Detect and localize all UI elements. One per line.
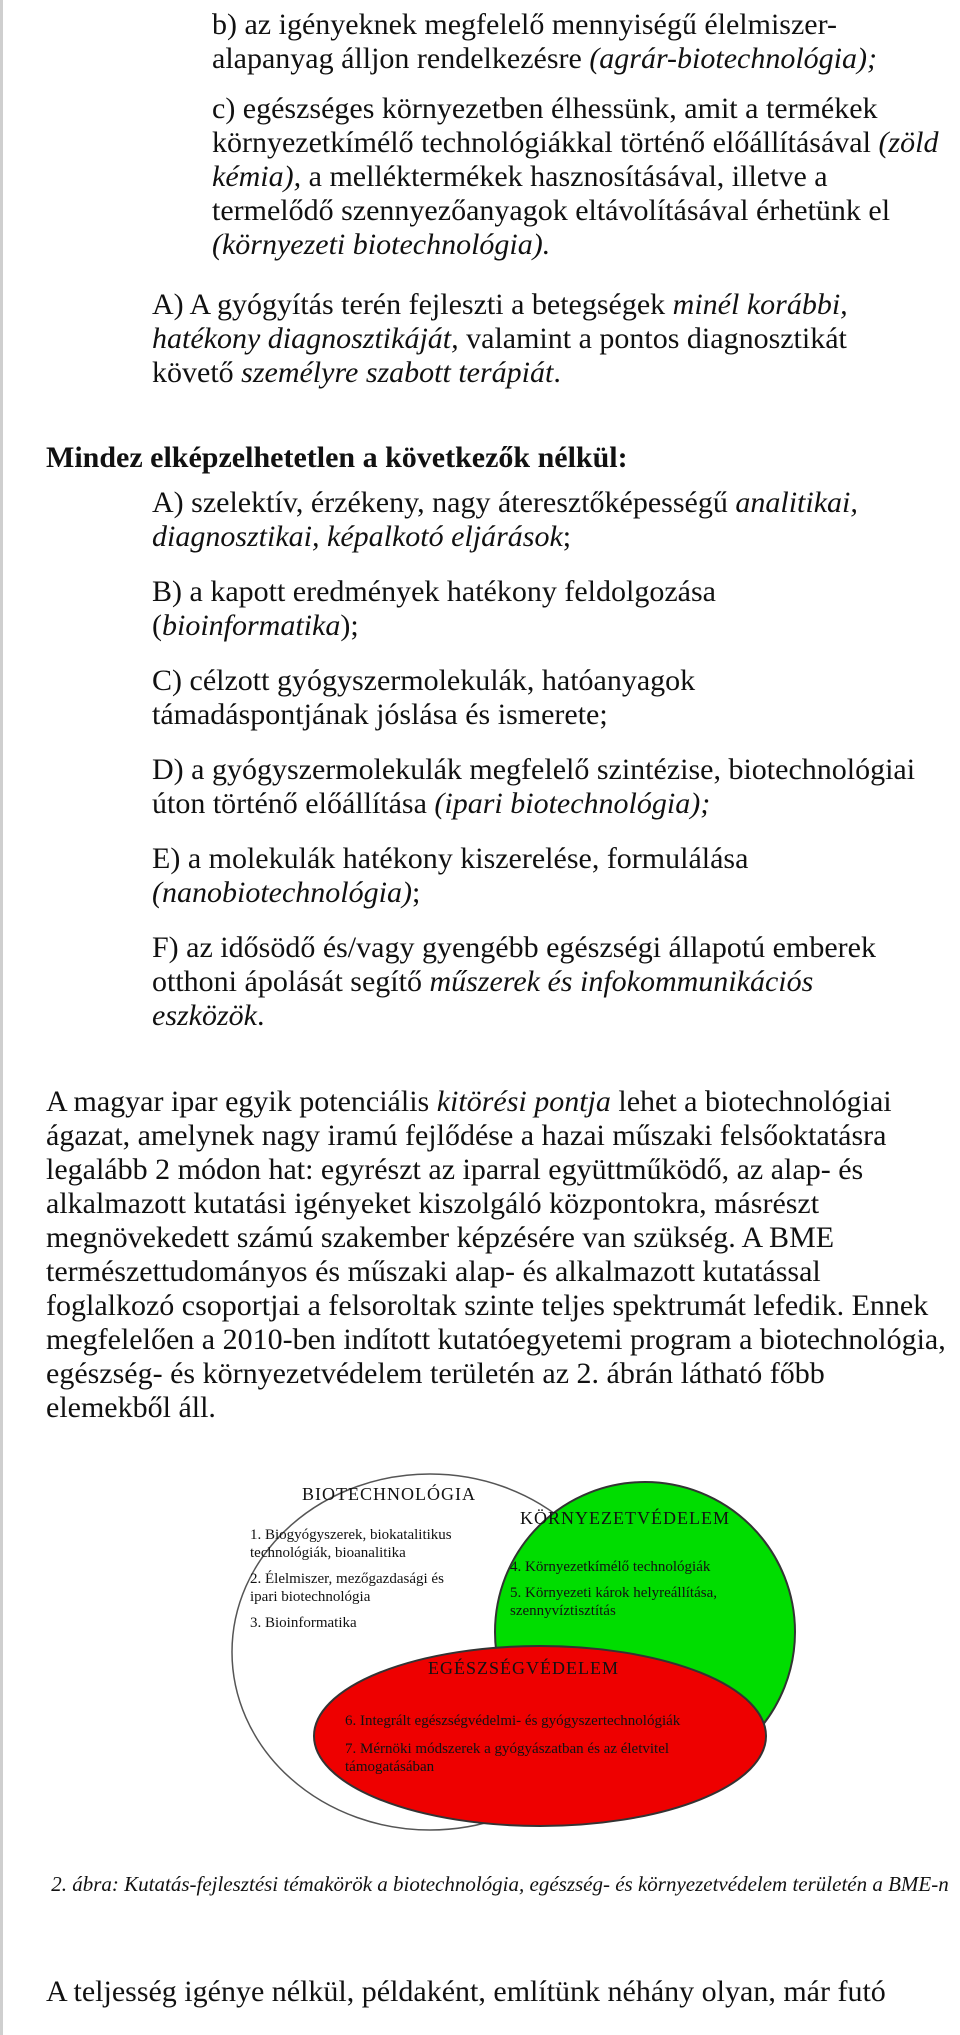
closing-paragraph: A teljesség igénye nélkül, példaként, említünk néhány olyan, már futó	[46, 1975, 886, 2008]
biotech-item-1: 1. Biogyógyszerek, biokatalitikus technológiák, bioanalitika	[250, 1527, 452, 1561]
environment-item-4: 4. Környezetkímélő technológiák	[510, 1559, 711, 1575]
list-item-f: F) az idősödő és/vagy gyengébb egészségi állapotú emberek otthoni ápolását segítő műszerek és infokommunikációs eszközök.	[152, 931, 876, 1032]
biotech-title: BIOTECHNOLÓGIA	[302, 1484, 476, 1504]
biotech-item-2: 2. Élelmiszer, mezőgazdasági és ipari biotechnológia	[250, 1571, 444, 1605]
section-heading: Mindez elképzelhetetlen a következők nélkül:	[46, 441, 628, 474]
item-b: b) az igényeknek megfelelő mennyiségű élelmiszer-alapanyag álljon rendelkezésre (agrár-biotechnológia);	[212, 8, 877, 75]
health-item-7: 7. Mérnöki módszerek a gyógyászatban és az életvitel támogatásában	[345, 1741, 670, 1775]
environment-item-5: 5. Környezeti károk helyreállítása, szennyvíztisztítás	[510, 1585, 717, 1619]
page-edge	[0, 0, 3, 2035]
venn-diagram	[230, 1470, 800, 1835]
list-item-c: C) célzott gyógyszermolekulák, hatóanyagok támadáspontjának jóslása és ismerete;	[152, 664, 696, 731]
body-paragraph: A magyar ipar egyik potenciális kitörési pontja lehet a biotechnológiai ágazat, amelynek nagy iramú fejlődése a hazai műszaki felsőoktatásra legalább 2 módon hat: egyrészt az iparral együttműködő, az alap- és alkalmazott kutatási igényeket kiszolgáló központokra, másrészt megnövekedett számú szakember képzésére van szükség. A BME természettudományos és műszaki alap- és alkalmazott kutatással foglalkozó csoportjai a felsoroltak szinte teljes spektrumát lefedik. Ennek megfelelően a 2010-ben indított kutatóegyetemi program a biotechnológia, egészség- és környezetvédelem területén az 2. ábrán látható főbb elemekből áll.	[46, 1085, 946, 1424]
list-item-d: D) a gyógyszermolekulák megfelelő szintézise, biotechnológiai úton történő előállítása (ipari biotechnológia);	[152, 753, 916, 820]
item-c: c) egészséges környezetben élhessünk, amit a termékek környezetkímélő technológiákkal történő előállításával (zöld kémia), a melléktermékek hasznosításával, illetve a termelődő szennyezőanyagok eltávolításával érhetünk el (környezeti biotechnológia).	[212, 92, 939, 261]
list-item-a: A) szelektív, érzékeny, nagy áteresztőképességű analitikai, diagnosztikai, képalkotó eljárások;	[152, 486, 858, 553]
figure-caption: 2. ábra: Kutatás-fejlesztési témakörök a biotechnológia, egészség- és környezetvédelem területén a BME-n	[51, 1872, 949, 1896]
health-title: EGÉSZSÉGVÉDELEM	[428, 1658, 619, 1678]
list-item-e: E) a molekulák hatékony kiszerelése, formulálása (nanobiotechnológia);	[152, 842, 749, 909]
health-item-6: 6. Integrált egészségvédelmi- és gyógyszertechnológiák	[345, 1713, 681, 1729]
item-a-healing: A) A gyógyítás terén fejleszti a betegségek minél korábbi, hatékony diagnosztikáját, valamint a pontos diagnosztikát követő személyre szabott terápiát.	[152, 288, 848, 389]
environment-title: KÖRNYEZETVÉDELEM	[520, 1508, 730, 1528]
list-item-b: B) a kapott eredmények hatékony feldolgozása (bioinformatika);	[152, 575, 716, 642]
biotech-item-3: 3. Bioinformatika	[250, 1615, 357, 1631]
